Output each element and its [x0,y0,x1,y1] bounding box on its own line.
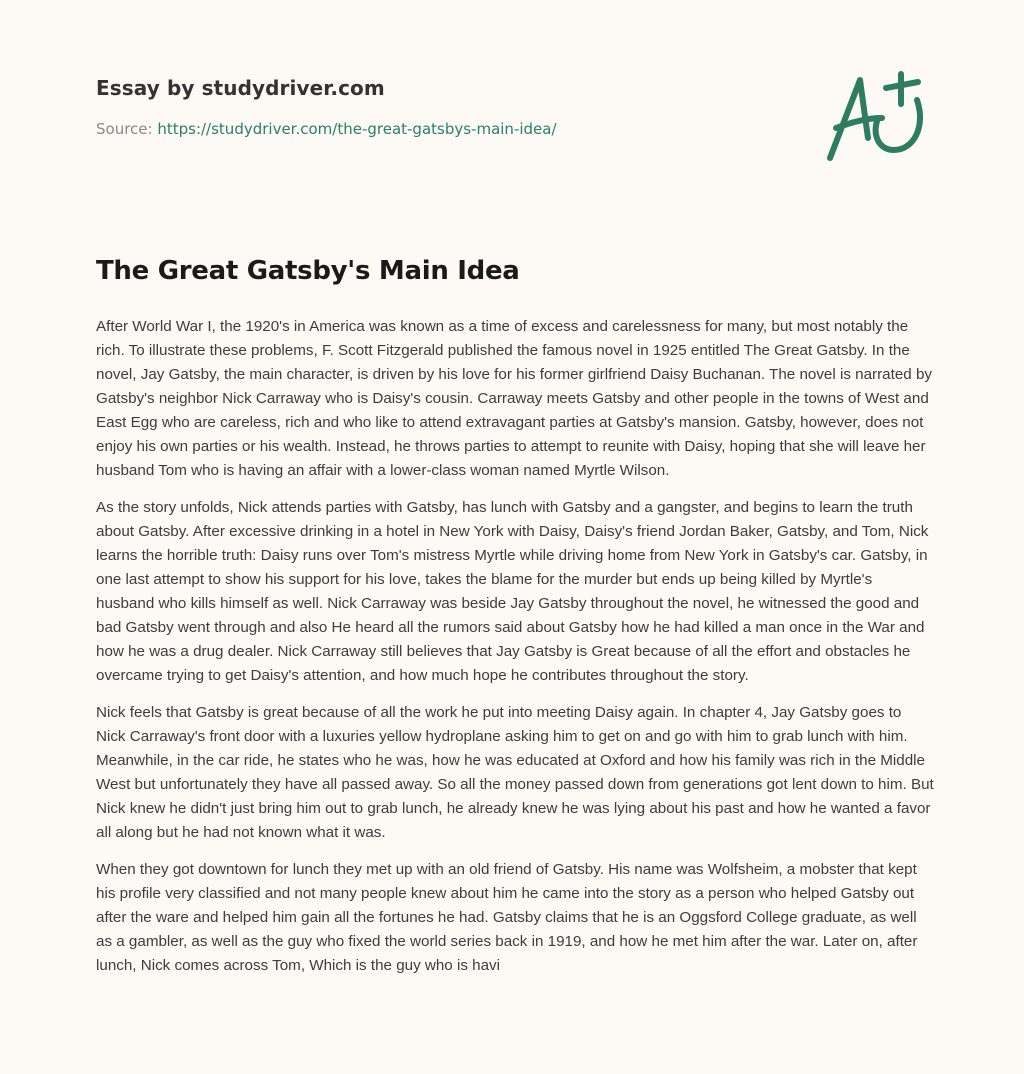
essay-paragraph: After World War I, the 1920's in America was known as a time of excess and carelessness for many, but most notably the rich. To illustrate these problems, F. Scott Fitzgerald published the famous novel in 1925 entitled The Great Gatsby. In the novel, Jay Gatsby, the main character, is driven by his love for his former girlfriend Daisy Buchanan. The novel is narrated by Gatsby's neighbor Nick Carraway who is Daisy's cousin. Carraway meets Gatsby and other people in the towns of West and East Egg who are careless, rich and who like to attend extravagant parties at Gatsby's mansion. Gatsby, however, does not enjoy his own parties or his wealth. Instead, he throws parties to attempt to reunite with Daisy, hoping that she will leave her husband Tom who is having an affair with a lower-class woman named Myrtle Wilson. [96,318,932,479]
brand-title: Essay by studydriver.com [96,76,385,100]
source-link[interactable]: https://studydriver.com/the-great-gatsbys-main-idea/ [157,120,557,138]
source-label: Source: [96,120,158,138]
a-plus-grade-icon [822,66,932,166]
essay-paragraph: As the story unfolds, Nick attends parties with Gatsby, has lunch with Gatsby and a gangster, and begins to learn the truth about Gatsby. After excessive drinking in a hotel in New York with Daisy, Daisy's friend Jordan Baker, Gatsby, and Tom, Nick learns the horrible truth: Daisy runs over Tom's mistress Myrtle while driving home from New York in Gatsby's car. Gatsby, in one last attempt to show his support for his love, takes the blame for the murder but ends up being killed by Myrtle's husband who kills himself as well. Nick Carraway was beside Jay Gatsby throughout the novel, he witnessed the good and bad Gatsby went through and also He heard all the rumors said about Gatsby how he had killed a man once in the War and how he was a drug dealer. Nick Carraway still believes that Jay Gatsby is Great because of all the effort and obstacles he overcame trying to get Daisy's attention, and how much hope he contributes throughout the story. [96,499,929,684]
essay-title: The Great Gatsby's Main Idea [96,256,520,286]
source-line [96,120,557,138]
essay-paragraph: When they got downtown for lunch they met up with an old friend of Gatsby. His name was Wolfsheim, a mobster that kept his profile very classified and not many people knew about him he came into the story as a person who helped Gatsby out after the ware and helped him gain all the fortunes he had. Gatsby claims that he is an Oggsford College graduate, as well as a gambler, as well as the guy who fixed the world series back in 1919, and how he met him after the war. Later on, after lunch, Nick comes across Tom, Which is the guy who is havi [96,861,918,974]
essay-paragraph: Nick feels that Gatsby is great because of all the work he put into meeting Daisy again. In chapter 4, Jay Gatsby goes to Nick Carraway's front door with a luxuries yellow hydroplane asking him to get on and go with him to grab lunch with him. Meanwhile, in the car ride, he states who he was, how he was educated at Oxford and how his family was rich in the Middle West but unfortunately they have all passed away. So all the money passed down from generations got lent down to him. But Nick knew he didn't just bring him out to grab lunch, he already knew he was lying about his past and how he wanted a favor all along but he had not known what it was. [96,704,934,841]
essay-body [96,315,934,991]
essay-header [96,76,557,138]
